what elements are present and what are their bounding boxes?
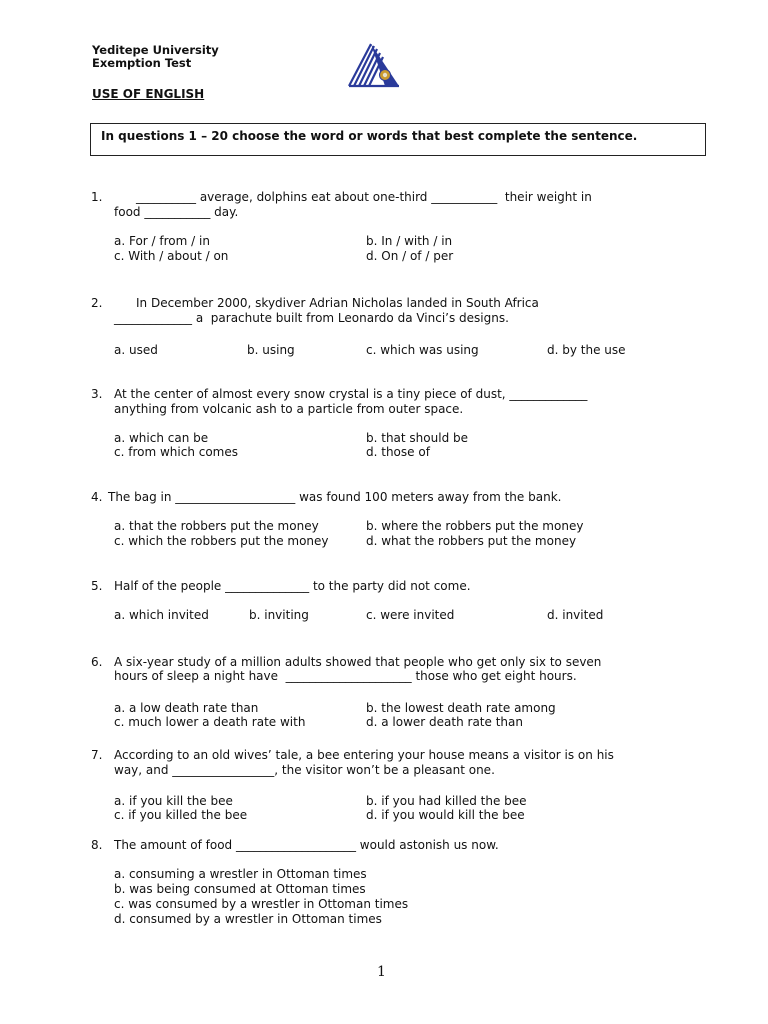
option-c[interactable]: c. if you killed the bee bbox=[114, 808, 248, 822]
question-text-line: According to an old wives’ tale, a bee entering your house means a visitor is on his bbox=[114, 748, 614, 762]
question-number: 6. bbox=[91, 655, 103, 669]
option-a[interactable]: a. For / from / in bbox=[114, 234, 210, 248]
option-d[interactable]: d. what the robbers put the money bbox=[366, 534, 577, 548]
option-b[interactable]: b. that should be bbox=[366, 431, 468, 445]
question-text-line: A six-year study of a million adults showed that people who get only six to seven bbox=[114, 655, 602, 669]
option-c[interactable]: c. were invited bbox=[366, 608, 455, 622]
option-d[interactable]: d. consumed by a wrestler in Ottoman times bbox=[114, 912, 382, 926]
option-d[interactable]: d. by the use bbox=[547, 343, 626, 357]
question-text-line: _____________ a parachute built from Leonardo da Vinci’s designs. bbox=[114, 311, 509, 325]
option-c[interactable]: c. which the robbers put the money bbox=[114, 534, 329, 548]
page-number: 1 bbox=[377, 964, 386, 980]
question-number: 1. bbox=[91, 190, 103, 204]
option-b[interactable]: b. In / with / in bbox=[366, 234, 453, 248]
instructions-box: In questions 1 – 20 choose the word or words that best complete the sentence. bbox=[90, 123, 706, 156]
option-d[interactable]: d. those of bbox=[366, 445, 430, 459]
option-c[interactable]: c. much lower a death rate with bbox=[114, 715, 306, 729]
question-number: 5. bbox=[91, 579, 103, 593]
option-c[interactable]: c. With / about / on bbox=[114, 249, 229, 263]
section-title: USE OF ENGLISH bbox=[92, 87, 205, 101]
question-number: 7. bbox=[91, 748, 103, 762]
university-name: Yeditepe University bbox=[92, 43, 219, 57]
option-d[interactable]: d. if you would kill the bee bbox=[366, 808, 525, 822]
option-b[interactable]: b. using bbox=[247, 343, 295, 357]
question-text-line: The bag in ____________________ was found 100 meters away from the bank. bbox=[108, 490, 562, 504]
question-text-line: At the center of almost every snow crystal is a tiny piece of dust, _____________ bbox=[114, 387, 588, 401]
question-text-line: food ___________ day. bbox=[114, 205, 239, 219]
option-b[interactable]: b. the lowest death rate among bbox=[366, 701, 556, 715]
question-number: 2. bbox=[91, 296, 103, 310]
question-text-line: __________ average, dolphins eat about one-third ___________ their weight in bbox=[136, 190, 592, 204]
option-b[interactable]: b. inviting bbox=[249, 608, 309, 622]
option-a[interactable]: a. which invited bbox=[114, 608, 209, 622]
question-text-line: Half of the people ______________ to the party did not come. bbox=[114, 579, 471, 593]
question-text-line: hours of sleep a night have _____________________ those who get eight hours. bbox=[114, 669, 577, 683]
question-number: 4. bbox=[91, 490, 103, 504]
question-text-line: anything from volcanic ash to a particle from outer space. bbox=[114, 402, 464, 416]
option-b[interactable]: b. if you had killed the bee bbox=[366, 794, 527, 808]
option-c[interactable]: c. from which comes bbox=[114, 445, 239, 459]
option-d[interactable]: d. invited bbox=[547, 608, 604, 622]
question-number: 3. bbox=[91, 387, 103, 401]
option-a[interactable]: a. if you kill the bee bbox=[114, 794, 233, 808]
option-a[interactable]: a. consuming a wrestler in Ottoman times bbox=[114, 867, 367, 881]
question-text-line: way, and _________________, the visitor won’t be a pleasant one. bbox=[114, 763, 495, 777]
option-d[interactable]: d. On / of / per bbox=[366, 249, 454, 263]
option-d[interactable]: d. a lower death rate than bbox=[366, 715, 523, 729]
option-a[interactable]: a. used bbox=[114, 343, 158, 357]
question-number: 8. bbox=[91, 838, 103, 852]
option-b[interactable]: b. was being consumed at Ottoman times bbox=[114, 882, 366, 896]
triangle-emblem-icon bbox=[345, 42, 401, 88]
option-a[interactable]: a. which can be bbox=[114, 431, 209, 445]
question-text-line: The amount of food ____________________ would astonish us now. bbox=[114, 838, 499, 852]
option-c[interactable]: c. was consumed by a wrestler in Ottoman times bbox=[114, 897, 409, 911]
option-b[interactable]: b. where the robbers put the money bbox=[366, 519, 584, 533]
option-a[interactable]: a. a low death rate than bbox=[114, 701, 259, 715]
question-text-line: In December 2000, skydiver Adrian Nicholas landed in South Africa bbox=[136, 296, 539, 310]
exam-title: Exemption Test bbox=[92, 56, 192, 70]
option-a[interactable]: a. that the robbers put the money bbox=[114, 519, 319, 533]
option-c[interactable]: c. which was using bbox=[366, 343, 479, 357]
